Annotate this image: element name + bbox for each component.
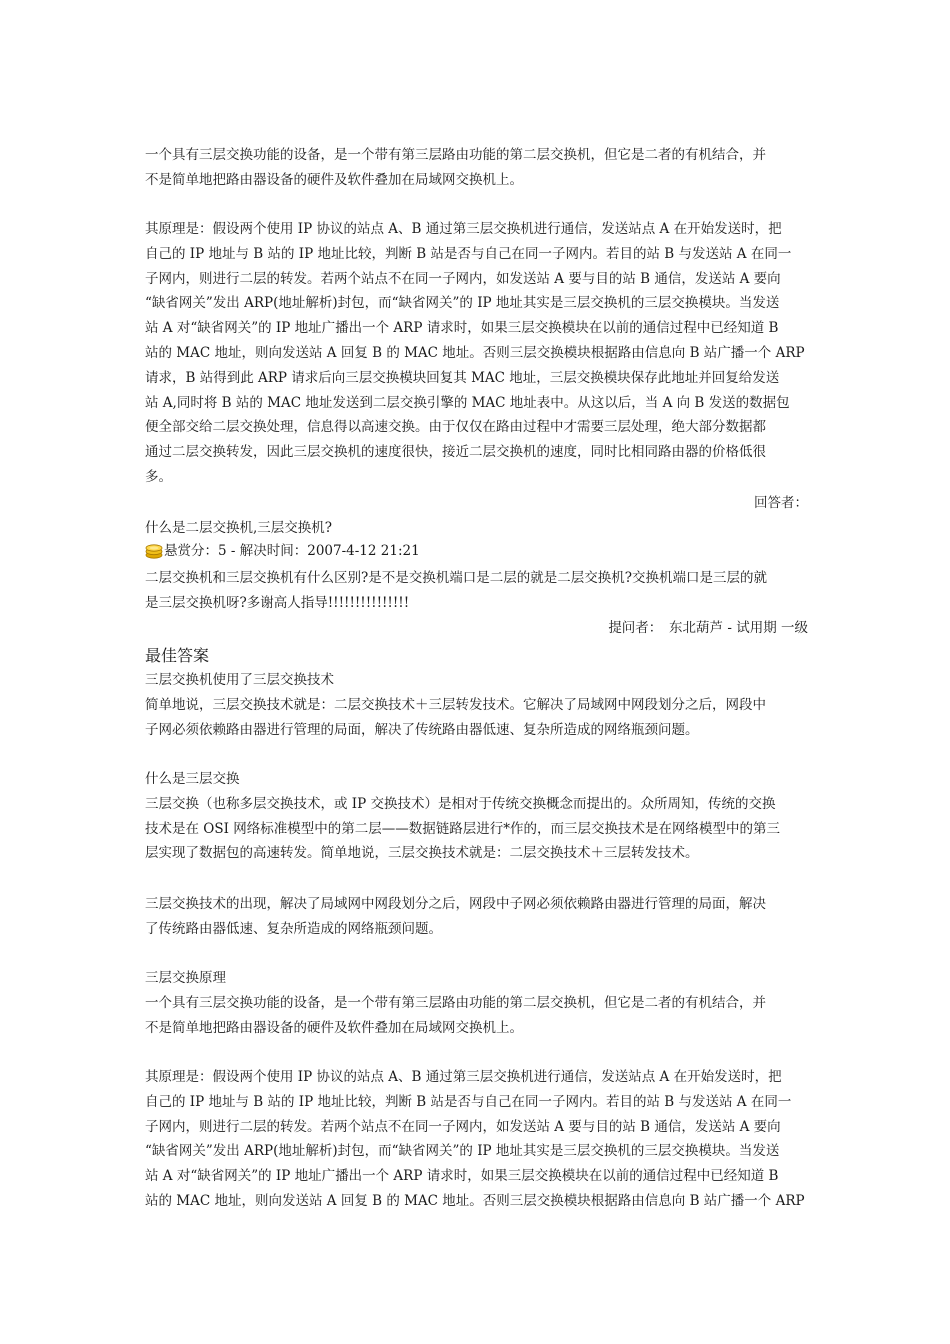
text-line: “缺省网关”发出 ARP(地址解析)封包，而“缺省网关”的 IP 地址其实是三层交换机的三层交换模块。当发送 bbox=[145, 295, 780, 312]
principle-section bbox=[145, 966, 810, 1040]
text-line: 站的 MAC 地址，则向发送站 A 回复 B 的 MAC 地址。否则三层交换模块根据路由信息向 B 站广播一个 ARP bbox=[145, 1192, 805, 1209]
text-line: 不是简单地把路由器设备的硬件及软件叠加在局域网交换机上。 bbox=[145, 171, 523, 188]
text-line: 其原理是：假设两个使用 IP 协议的站点 A、B 通过第三层交换机进行通信，发送站点 A 在开始发送时，把 bbox=[145, 221, 782, 237]
text-line: 请求，B 站得到此 ARP 请求后向三层交换模块回复其 MAC 地址，三层交换模块保存此地址并回复给发送 bbox=[145, 369, 780, 386]
text-line: 技术是在 OSI 网络标准模型中的第二层——数据链路层进行*作的，而三层交换技术是在网络模型中的第三 bbox=[145, 820, 780, 837]
text-line: 一个具有三层交换功能的设备，是一个带有第三层路由功能的第二层交换机，但它是二者的有机结合，并 bbox=[145, 994, 766, 1011]
question-title bbox=[145, 516, 810, 541]
text-line: 简单地说，三层交换技术就是：二层交换技术＋三层转发技术。它解决了局域网中网段划分之后，网段中 bbox=[145, 696, 766, 713]
reward-and-time: 悬赏分：5 - 解决时间：2007-4-12 21:21 bbox=[164, 543, 420, 559]
text-line: 站 A,同时将 B 站的 MAC 地址发送到二层交换引擎的 MAC 地址表中。从这以后，当 A 向 B 发送的数据包 bbox=[145, 394, 790, 411]
section-title: 什么是三层交换 bbox=[145, 771, 240, 787]
text-line: 子网内，则进行二层的转发。若两个站点不在同一子网内，如发送站 A 要与目的站 B 通信，发送站 A 要向 bbox=[145, 270, 781, 287]
text-line: 站 A 对“缺省网关”的 IP 地址广播出一个 ARP 请求时，如果三层交换模块在以前的通信过程中已经知道 B bbox=[145, 320, 779, 337]
question-meta bbox=[145, 540, 810, 562]
text-line: 站的 MAC 地址，则向发送站 A 回复 B 的 MAC 地址。否则三层交换模块根据路由信息向 B 站广播一个 ARP bbox=[145, 344, 805, 361]
text-line: 便全部交给二层交换处理，信息得以高速交换。由于仅仅在路由过程中才需要三层处理，绝大部分数据都 bbox=[145, 419, 766, 436]
text-line: 是三层交换机呀?多谢高人指导!!!!!!!!!!!!!!! bbox=[145, 594, 410, 611]
text-line: 三层交换技术的出现，解决了局域网中网段划分之后，网段中子网必须依赖路由器进行管理的局面，解决 bbox=[145, 896, 766, 912]
text-line: 自己的 IP 地址与 B 站的 IP 地址比较，判断 B 站是否与自己在同一子网内。若目的站 B 与发送站 A 在同一 bbox=[145, 1093, 792, 1110]
text-line: 三层交换（也称多层交换技术，或 IP 交换技术）是相对于传统交换概念而提出的。众所周知，传统的交换 bbox=[145, 795, 776, 812]
best-answer-heading: 最佳答案 bbox=[145, 646, 210, 665]
emergence-paragraph bbox=[145, 892, 810, 942]
question-title-text: 什么是二层交换机,三层交换机? bbox=[145, 520, 333, 536]
what-is-l3-section bbox=[145, 767, 810, 866]
text-line: 通过二层交换转发，因此三层交换机的速度很快，接近二层交换机的速度，同时比相同路由器的价格低很 bbox=[145, 444, 766, 461]
text-line: “缺省网关”发出 ARP(地址解析)封包，而“缺省网关”的 IP 地址其实是三层交换机的三层交换模块。当发送 bbox=[145, 1143, 780, 1160]
section-title: 三层交换原理 bbox=[145, 970, 226, 986]
text-line: 自己的 IP 地址与 B 站的 IP 地址比较，判断 B 站是否与自己在同一子网内。若目的站 B 与发送站 A 在同一 bbox=[145, 245, 792, 262]
coin-icon bbox=[145, 543, 163, 559]
text-line: 不是简单地把路由器设备的硬件及软件叠加在局域网交换机上。 bbox=[145, 1019, 523, 1036]
text-line: 三层交换机使用了三层交换技术 bbox=[145, 672, 334, 688]
text-line: 子网内，则进行二层的转发。若两个站点不在同一子网内，如发送站 A 要与目的站 B 通信，发送站 A 要向 bbox=[145, 1118, 781, 1135]
text-line: 站 A 对“缺省网关”的 IP 地址广播出一个 ARP 请求时，如果三层交换模块在以前的通信过程中已经知道 B bbox=[145, 1168, 779, 1185]
question-body bbox=[145, 566, 810, 616]
text-line: 子网必须依赖路由器进行管理的局面，解决了传统路由器低速、复杂所造成的网络瓶颈问题。 bbox=[145, 721, 699, 738]
principle-paragraph bbox=[145, 1065, 810, 1214]
text-line: 了传统路由器低速、复杂所造成的网络瓶颈问题。 bbox=[145, 920, 442, 937]
top-paragraph-1 bbox=[145, 143, 810, 193]
text-line: 其原理是：假设两个使用 IP 协议的站点 A、B 通过第三层交换机进行通信，发送站点 A 在开始发送时，把 bbox=[145, 1069, 782, 1085]
answer-intro bbox=[145, 668, 810, 742]
text-line: 层实现了数据包的高速转发。简单地说，三层交换技术就是：二层交换技术＋三层转发技术。 bbox=[145, 845, 699, 862]
top-paragraph-2 bbox=[145, 217, 810, 490]
answerer-label: 回答者： bbox=[754, 495, 808, 511]
asker-info: 提问者： 东北葫芦 - 试用期 一级 bbox=[608, 620, 808, 636]
text-line: 二层交换机和三层交换机有什么区别?是不是交换机端口是二层的就是二层交换机?交换机端口是三层的就 bbox=[145, 570, 767, 586]
text-line: 一个具有三层交换功能的设备，是一个带有第三层路由功能的第二层交换机，但它是二者的有机结合，并 bbox=[145, 147, 766, 163]
text-line: 多。 bbox=[145, 468, 172, 485]
